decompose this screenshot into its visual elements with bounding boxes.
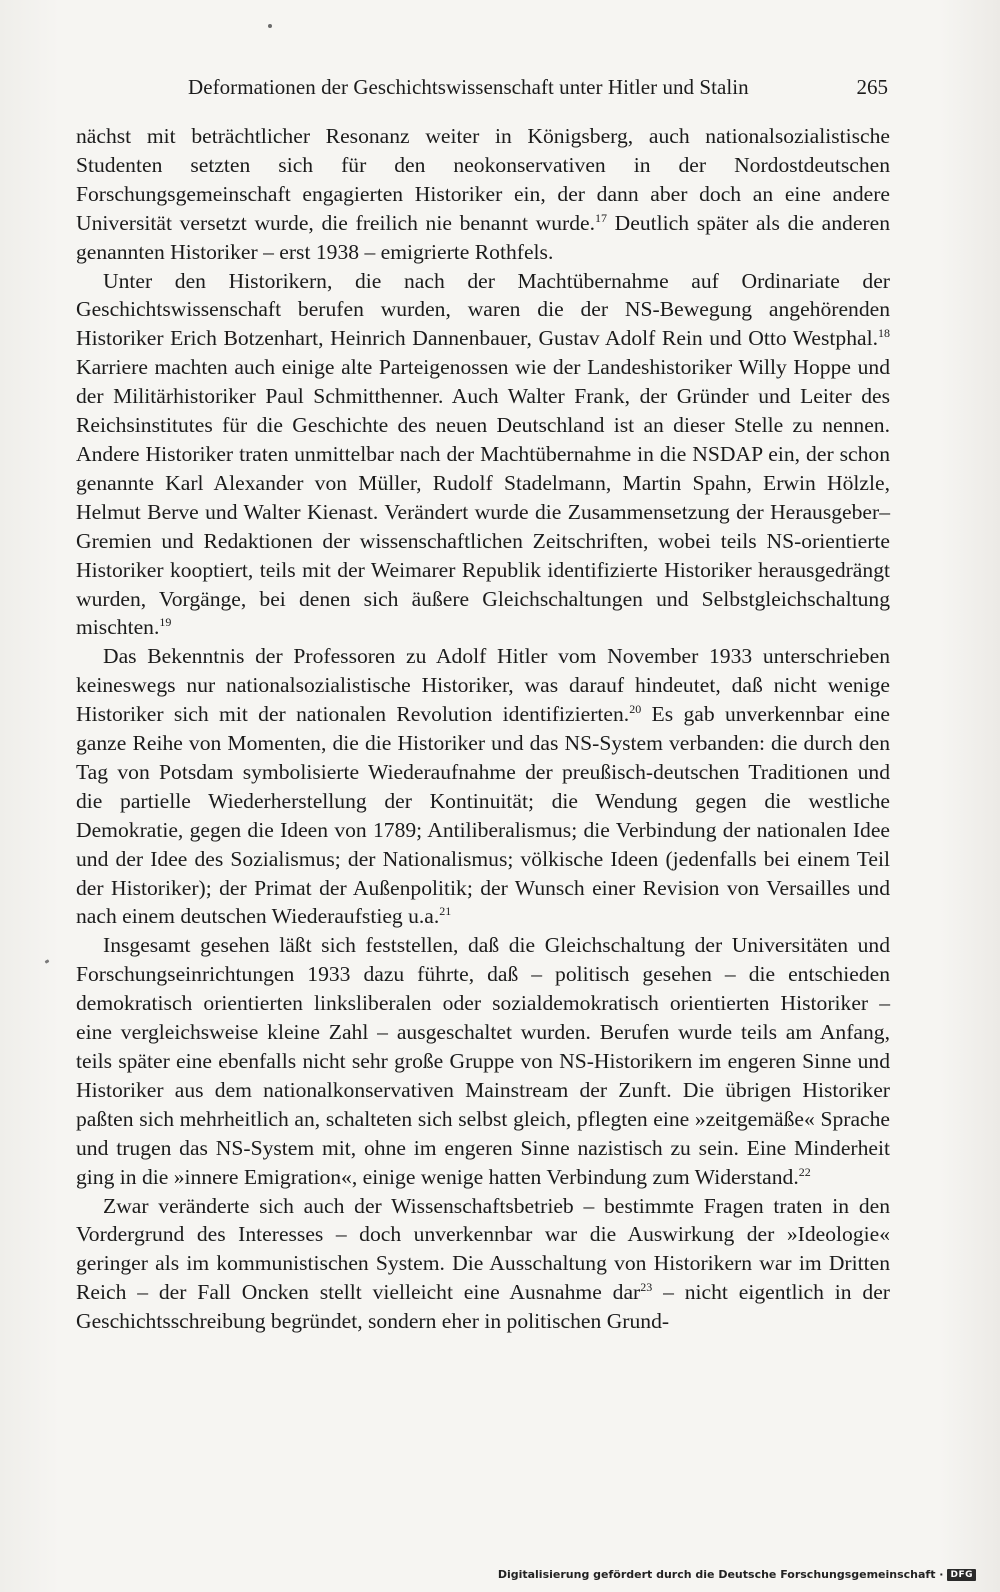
paragraph-text: Zwar veränderte sich auch der Wissenschaftsbetrieb – bestimmte Fragen traten in den Vordergrund des Interesses – doch unverkennbar war die Auswirkung der »Ideologie« geringer als im kommunistischen System. Die Ausschaltung von Historikern war im Dritten Reich – der Fall Oncken stellt vielleicht eine Ausnahme dar [76, 1193, 890, 1305]
digitization-credit [498, 1568, 976, 1581]
paragraph-text: Es gab unverkennbar eine ganze Reihe von Momenten, die die Historiker und das NS-System verbanden: die durch den Tag von Potsdam symbolisierte Wiederaufnahme der preußisch-deutschen Traditionen und die partielle Wiederherstellung der Kontinuität; die Wendung gegen die westliche Demokratie, gegen die Ideen von 1789; Antiliberalismus; die Verbindung der nationalen Idee und der Idee des Sozialismus; der Nationalismus; völkische Ideen (jedenfalls bei einem Teil der Historiker); der Primat der Außenpolitik; der Wunsch einer Revision von Versailles und nach einem deutschen Wiederaufstieg u.a. [76, 702, 891, 929]
paragraph-text: – nicht eigentlich in der Geschichtsschreibung begründet, sondern eher in politischen Grund- [76, 1280, 890, 1334]
running-header-title: Deformationen der Geschichtswissenschaft unter Hitler und Stalin [188, 75, 749, 99]
scan-speck [268, 24, 272, 28]
paragraph [76, 642, 890, 931]
footnote-marker: 19 [159, 615, 172, 630]
dfg-logo: DFG [947, 1569, 976, 1581]
footnote-marker: 23 [640, 1280, 653, 1295]
paragraph [76, 931, 890, 1191]
running-header [188, 72, 888, 102]
footnote-marker: 22 [798, 1164, 811, 1179]
paragraph [76, 122, 890, 267]
paragraph-text: nächst mit beträchtlicher Resonanz weiter in Königsberg, auch nationalsozialistische Studenten setzten sich für den neokonservativen in der Nordostdeutschen Forschungsgemeinschaft engagierten Historiker ein, der dann aber doch an eine andere Universität versetzt wurde, die freilich nie benannt wurde. [76, 124, 890, 235]
footnote-marker: 18 [878, 326, 890, 341]
paragraph-text: Karriere machten auch einige alte Parteigenossen wie der Landeshistoriker Willy Hoppe und der Militärhistoriker Paul Schmitthenner. Auch Walter Frank, der Gründer und Leiter des Reichsinstitutes für die Geschichte des neuen Deutschland ist an dieser Stelle zu nennen. Andere Historiker traten unmittelbar nach der Machtübernahme in die NSDAP ein, der schon genannte Karl Alexander von Müller, Rudolf Stadelmann, Martin Spahn, Erwin Hölzle, Helmut Berve und Walter Kienast. Verändert wurde die Zusammensetzung der Herausgeber–Gremien und Redaktionen der wissenschaftlichen Zeitschriften, wobei teils NS-orientierte Historiker kooptiert, teils mit der Weimarer Republik identifizierte Historiker herausgedrängt wurden, Vorgänge, bei denen sich äußere Gleichschaltungen und Selbstgleichschaltung mischten. [76, 355, 890, 640]
scan-speck [45, 959, 50, 964]
paragraph-text: Unter den Historikern, die nach der Machtübernahme auf Ordinariate der Geschichtswissenschaft berufen wurden, waren die der NS-Bewegung angehörenden Historiker Erich Botzenhart, Heinrich Dannenbauer, Gustav Adolf Rein und Otto Westphal. [76, 268, 890, 351]
paragraph-text: Das Bekenntnis der Professoren zu Adolf Hitler vom November 1933 unterschrieben keineswegs nur nationalsozialistische Historiker, was darauf hindeutet, daß nicht wenige Historiker sich mit der nationalen Revolution identifizierten. [76, 644, 890, 727]
footnote-marker: 21 [439, 904, 452, 919]
page-number: 265 [856, 75, 888, 99]
paragraph-text: Insgesamt gesehen läßt sich feststellen, daß die Gleichschaltung der Universitäten und Forschungseinrichtungen 1933 dazu führte, daß – politisch gesehen – die entschieden demokratisch orientierten linksliberalen oder sozialdemokratisch orientierten Historiker – eine vergleichsweise kleine Zahl – ausgeschaltet wurden. Berufen wurde teils am Anfang, teils später eine ebenfalls nicht sehr große Gruppe von NS-Historikern im engeren Sinne und Historiker aus dem nationalkonservativen Mainstream der Zunft. Die übrigen Historiker paßten sich mehrheitlich an, schalteten sich selbst gleich, pflegten eine »zeitgemäße« Sprache und trugen das NS-System mit, ohne im engeren Sinne nazistisch zu sein. Eine Minderheit ging in die »innere Emigration«, einige wenige hatten Verbindung zum Widerstand. [76, 933, 890, 1189]
paragraph-text: Deutlich später als die anderen genannten Historiker – erst 1938 – emigrierte Rothfels. [76, 210, 890, 264]
paragraph [76, 267, 890, 643]
digitization-credit-text: Digitalisierung gefördert durch die Deutsche Forschungsgemeinschaft · [497, 1568, 944, 1581]
footnote-marker: 20 [629, 702, 642, 717]
paragraph [76, 1192, 890, 1337]
body-text [76, 122, 890, 1336]
footnote-marker: 17 [595, 210, 607, 225]
